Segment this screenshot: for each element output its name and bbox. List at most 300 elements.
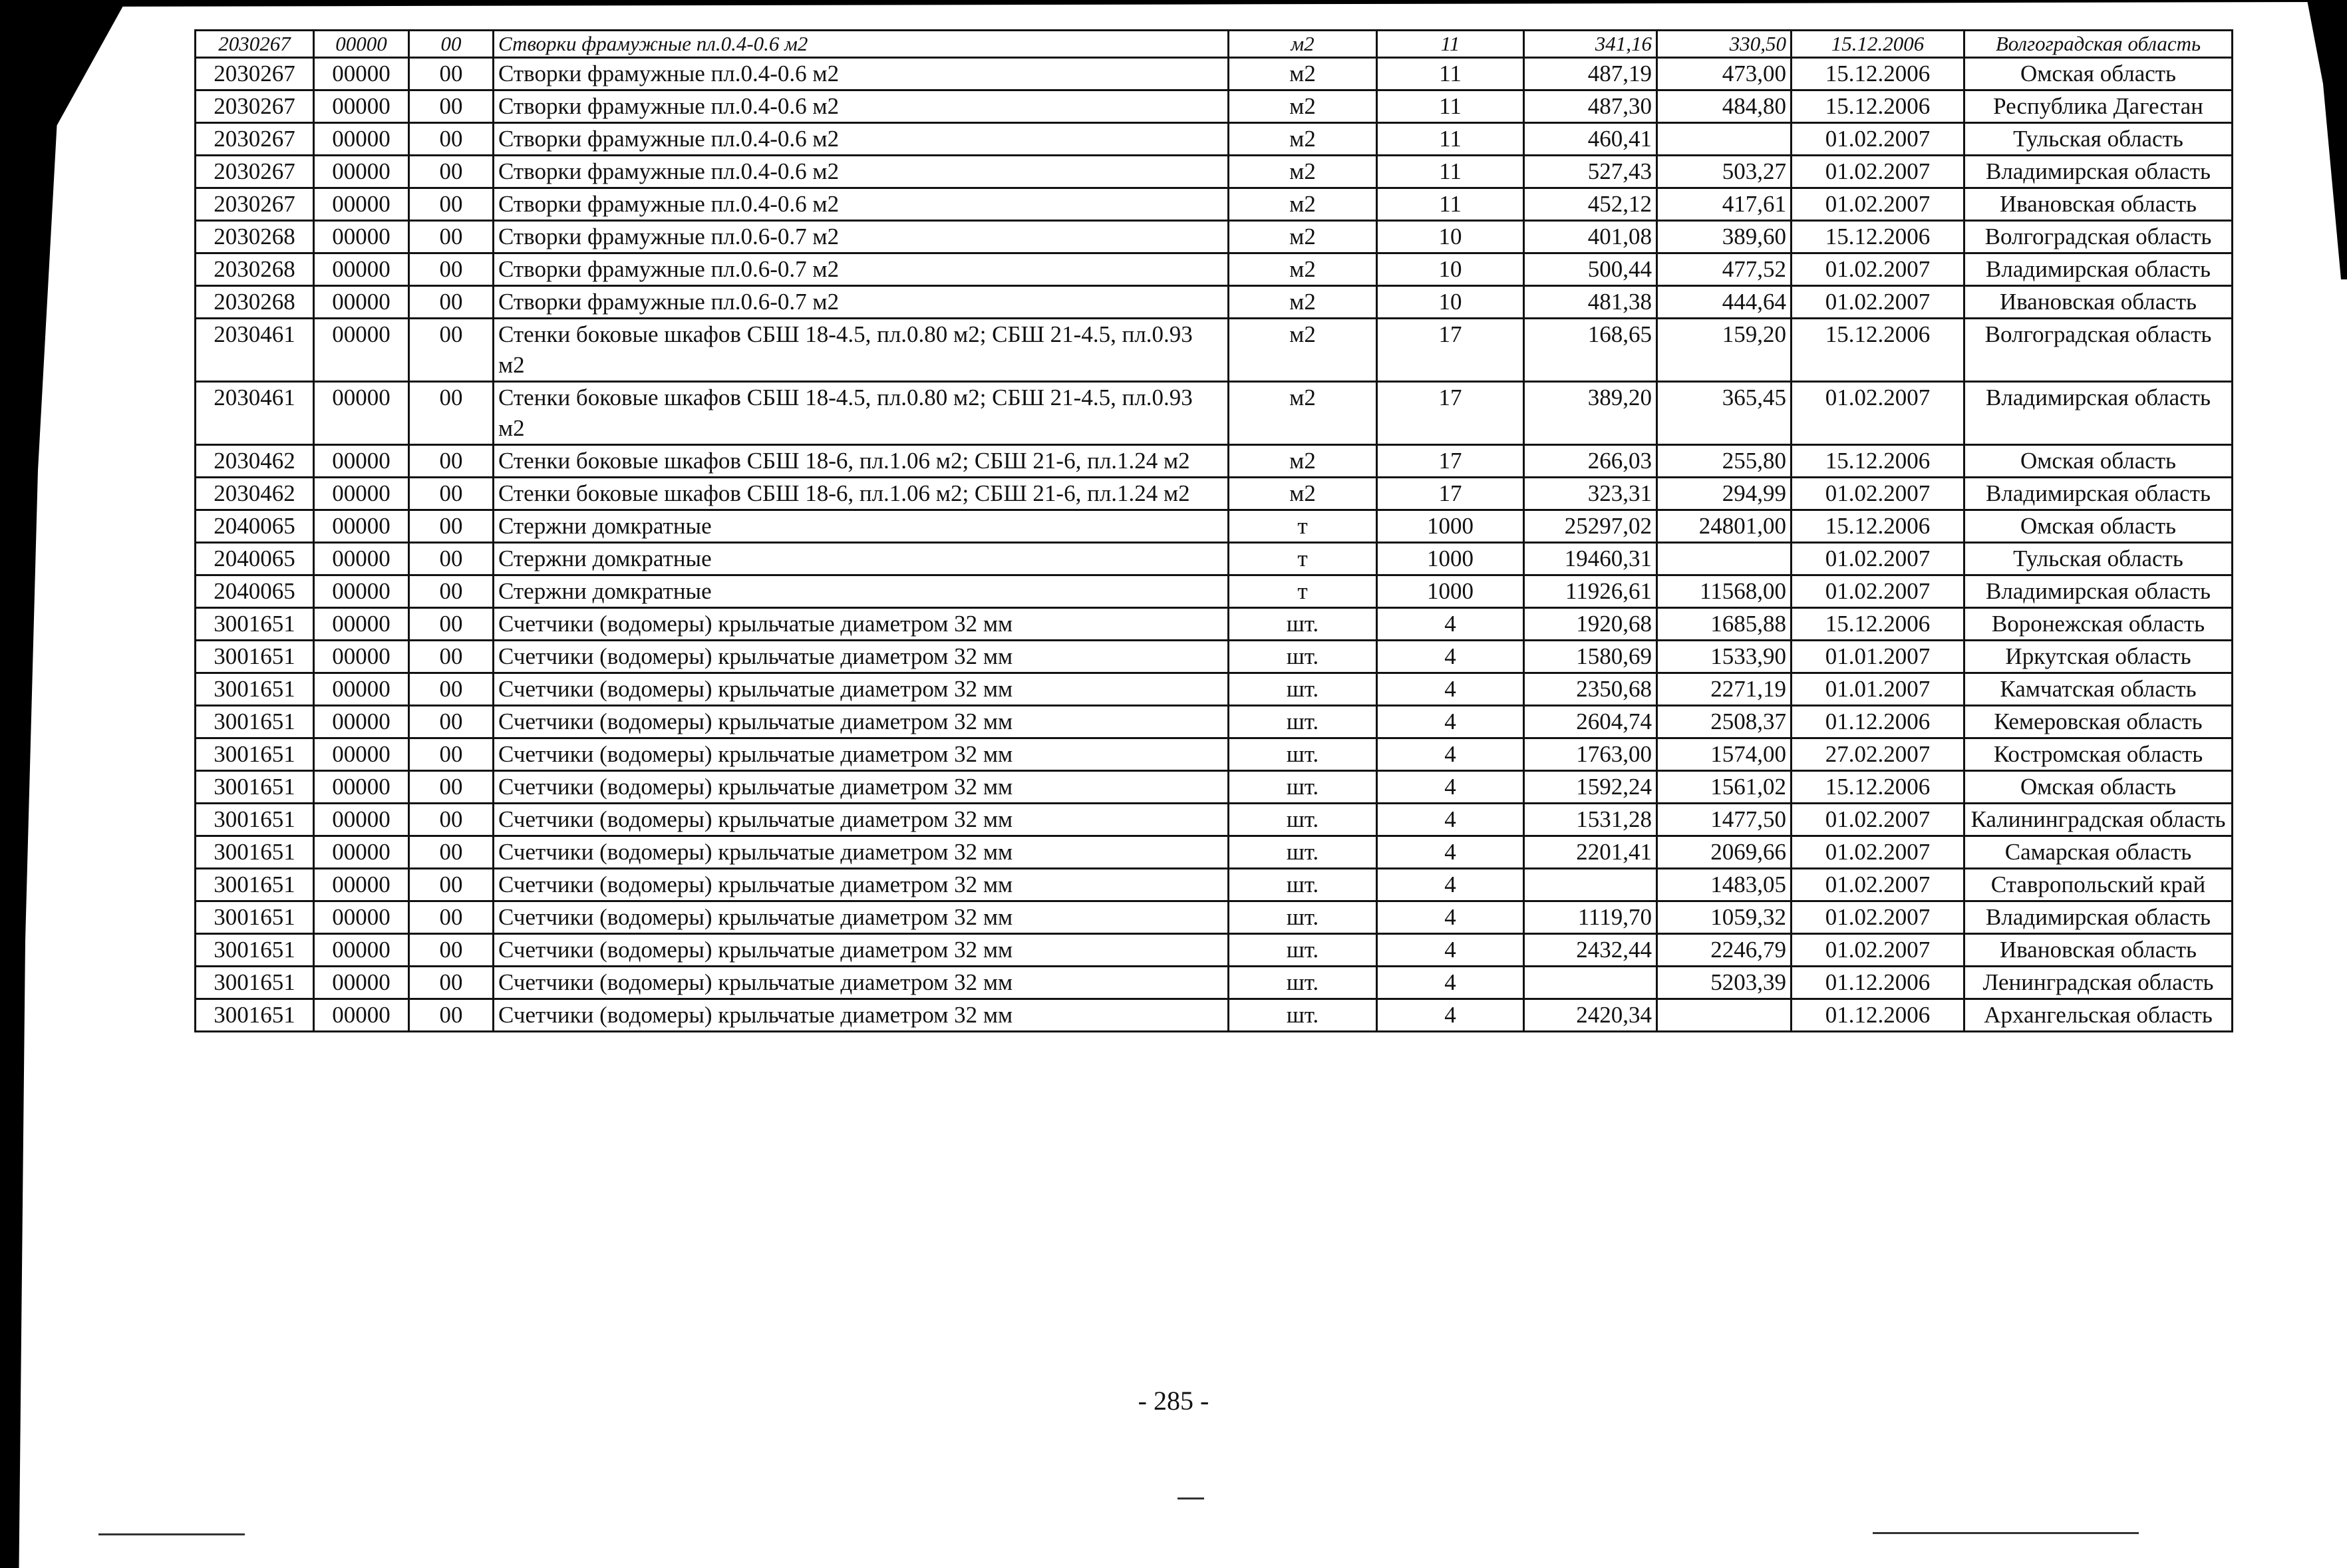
table-row xyxy=(196,286,2233,319)
cell-qty: 4 xyxy=(1377,738,1524,771)
cell-name: Счетчики (водомеры) крыльчатые диаметром 32 мм xyxy=(494,804,1229,836)
cell-region: Омская область xyxy=(1964,510,2233,543)
cell-sub2: 00 xyxy=(409,188,494,221)
cell-price1 xyxy=(1524,869,1657,901)
cell-sub1: 00000 xyxy=(314,771,409,804)
cell-qty: 1000 xyxy=(1377,575,1524,608)
cell-code: 2030268 xyxy=(196,253,314,286)
cell-price1: 19460,31 xyxy=(1524,543,1657,575)
cell-price1: 2420,34 xyxy=(1524,999,1657,1032)
cell-price2: 159,20 xyxy=(1657,319,1792,382)
cell-date: 01.01.2007 xyxy=(1792,641,1964,673)
cell-price1: 2432,44 xyxy=(1524,934,1657,967)
cell-date: 01.02.2007 xyxy=(1792,575,1964,608)
cell-price1: 2201,41 xyxy=(1524,836,1657,869)
table-row xyxy=(196,575,2233,608)
cell-unit: м2 xyxy=(1229,445,1377,478)
cell-price2: 294,99 xyxy=(1657,478,1792,510)
cell-unit: м2 xyxy=(1229,90,1377,123)
cell-name: Створки фрамужные пл.0.6-0.7 м2 xyxy=(494,286,1229,319)
table-row xyxy=(196,641,2233,673)
cell-qty: 4 xyxy=(1377,706,1524,738)
cell-sub2: 00 xyxy=(409,286,494,319)
cell-region: Владимирская область xyxy=(1964,478,2233,510)
cell-region: Калининградская область xyxy=(1964,804,2233,836)
cell-unit: м2 xyxy=(1229,286,1377,319)
cell-sub1: 00000 xyxy=(314,319,409,382)
cell-sub1: 00000 xyxy=(314,510,409,543)
cell-sub1: 00000 xyxy=(314,836,409,869)
cell-price2: 1477,50 xyxy=(1657,804,1792,836)
cell-qty: 11 xyxy=(1377,58,1524,90)
table-row xyxy=(196,188,2233,221)
price-table-body xyxy=(196,31,2233,1032)
cell-date: 01.02.2007 xyxy=(1792,478,1964,510)
cell-price2 xyxy=(1657,999,1792,1032)
cell-qty: 4 xyxy=(1377,804,1524,836)
cell-sub2: 00 xyxy=(409,31,494,58)
cell-name: Счетчики (водомеры) крыльчатые диаметром 32 мм xyxy=(494,608,1229,641)
cell-code: 3001651 xyxy=(196,673,314,706)
cell-price2: 473,00 xyxy=(1657,58,1792,90)
table-row xyxy=(196,901,2233,934)
cell-unit: м2 xyxy=(1229,382,1377,445)
cell-name: Стенки боковые шкафов СБШ 18-6, пл.1.06 м2; СБШ 21-6, пл.1.24 м2 xyxy=(494,478,1229,510)
cell-region: Владимирская область xyxy=(1964,156,2233,188)
cell-date: 01.12.2006 xyxy=(1792,999,1964,1032)
cell-date: 01.02.2007 xyxy=(1792,836,1964,869)
cell-price1: 389,20 xyxy=(1524,382,1657,445)
cell-sub2: 00 xyxy=(409,253,494,286)
cell-qty: 10 xyxy=(1377,286,1524,319)
cell-price1: 323,31 xyxy=(1524,478,1657,510)
cell-unit: м2 xyxy=(1229,58,1377,90)
cell-region: Волгоградская область xyxy=(1964,31,2233,58)
table-row xyxy=(196,123,2233,156)
cell-price2: 484,80 xyxy=(1657,90,1792,123)
cell-qty: 11 xyxy=(1377,90,1524,123)
cell-price2: 1561,02 xyxy=(1657,771,1792,804)
cell-price2: 477,52 xyxy=(1657,253,1792,286)
cell-price1 xyxy=(1524,967,1657,999)
cell-unit: шт. xyxy=(1229,836,1377,869)
cell-name: Счетчики (водомеры) крыльчатые диаметром 32 мм xyxy=(494,738,1229,771)
cell-name: Счетчики (водомеры) крыльчатые диаметром 32 мм xyxy=(494,641,1229,673)
cell-sub1: 00000 xyxy=(314,804,409,836)
cell-region: Иркутская область xyxy=(1964,641,2233,673)
cell-date: 15.12.2006 xyxy=(1792,90,1964,123)
cell-sub1: 00000 xyxy=(314,156,409,188)
cell-name: Стенки боковые шкафов СБШ 18-6, пл.1.06 м2; СБШ 21-6, пл.1.24 м2 xyxy=(494,445,1229,478)
cell-sub2: 00 xyxy=(409,934,494,967)
cell-sub2: 00 xyxy=(409,869,494,901)
cell-price2: 255,80 xyxy=(1657,445,1792,478)
cell-price1: 2604,74 xyxy=(1524,706,1657,738)
cell-code: 2030267 xyxy=(196,58,314,90)
cell-code: 2030267 xyxy=(196,123,314,156)
cell-sub1: 00000 xyxy=(314,286,409,319)
cell-code: 3001651 xyxy=(196,934,314,967)
cell-code: 3001651 xyxy=(196,869,314,901)
cell-name: Стенки боковые шкафов СБШ 18-4.5, пл.0.80 м2; СБШ 21-4.5, пл.0.93 м2 xyxy=(494,382,1229,445)
cell-sub1: 00000 xyxy=(314,445,409,478)
cell-date: 01.02.2007 xyxy=(1792,286,1964,319)
cell-price1: 1531,28 xyxy=(1524,804,1657,836)
cell-qty: 11 xyxy=(1377,31,1524,58)
cell-unit: т xyxy=(1229,575,1377,608)
cell-region: Владимирская область xyxy=(1964,901,2233,934)
cell-price1: 266,03 xyxy=(1524,445,1657,478)
cell-qty: 10 xyxy=(1377,221,1524,253)
cell-sub1: 00000 xyxy=(314,673,409,706)
cell-name: Створки фрамужные пл.0.4-0.6 м2 xyxy=(494,31,1229,58)
cell-date: 01.02.2007 xyxy=(1792,156,1964,188)
cell-region: Самарская область xyxy=(1964,836,2233,869)
cell-code: 3001651 xyxy=(196,901,314,934)
cell-price1: 341,16 xyxy=(1524,31,1657,58)
cell-qty: 4 xyxy=(1377,641,1524,673)
cell-sub2: 00 xyxy=(409,221,494,253)
cell-unit: м2 xyxy=(1229,156,1377,188)
cell-unit: м2 xyxy=(1229,478,1377,510)
cell-price1: 1580,69 xyxy=(1524,641,1657,673)
cell-sub1: 00000 xyxy=(314,123,409,156)
cell-qty: 1000 xyxy=(1377,510,1524,543)
cell-name: Счетчики (водомеры) крыльчатые диаметром 32 мм xyxy=(494,836,1229,869)
cell-sub2: 00 xyxy=(409,445,494,478)
cell-name: Счетчики (водомеры) крыльчатые диаметром 32 мм xyxy=(494,999,1229,1032)
cell-region: Воронежская область xyxy=(1964,608,2233,641)
cell-name: Счетчики (водомеры) крыльчатые диаметром 32 мм xyxy=(494,967,1229,999)
cell-date: 01.02.2007 xyxy=(1792,188,1964,221)
price-table xyxy=(194,29,2233,1032)
cell-region: Омская область xyxy=(1964,58,2233,90)
cell-sub2: 00 xyxy=(409,641,494,673)
cell-name: Счетчики (водомеры) крыльчатые диаметром 32 мм xyxy=(494,934,1229,967)
cell-qty: 11 xyxy=(1377,188,1524,221)
cell-code: 3001651 xyxy=(196,771,314,804)
cell-price1: 460,41 xyxy=(1524,123,1657,156)
cell-price2: 365,45 xyxy=(1657,382,1792,445)
cell-region: Костромская область xyxy=(1964,738,2233,771)
cell-price1: 1119,70 xyxy=(1524,901,1657,934)
cell-price2 xyxy=(1657,543,1792,575)
cell-sub2: 00 xyxy=(409,478,494,510)
cell-sub1: 00000 xyxy=(314,738,409,771)
cell-sub2: 00 xyxy=(409,771,494,804)
cell-sub2: 00 xyxy=(409,510,494,543)
cell-name: Счетчики (водомеры) крыльчатые диаметром 32 мм xyxy=(494,901,1229,934)
cell-price1: 500,44 xyxy=(1524,253,1657,286)
cell-date: 15.12.2006 xyxy=(1792,319,1964,382)
cell-price2: 1574,00 xyxy=(1657,738,1792,771)
cell-code: 3001651 xyxy=(196,967,314,999)
cell-qty: 4 xyxy=(1377,869,1524,901)
cell-region: Ленинградская область xyxy=(1964,967,2233,999)
cell-region: Владимирская область xyxy=(1964,575,2233,608)
cell-sub1: 00000 xyxy=(314,967,409,999)
table-row xyxy=(196,836,2233,869)
cell-date: 15.12.2006 xyxy=(1792,31,1964,58)
cell-price2: 417,61 xyxy=(1657,188,1792,221)
cell-code: 2030267 xyxy=(196,90,314,123)
cell-name: Створки фрамужные пл.0.4-0.6 м2 xyxy=(494,123,1229,156)
cell-price1: 168,65 xyxy=(1524,319,1657,382)
table-row xyxy=(196,738,2233,771)
cell-price2: 24801,00 xyxy=(1657,510,1792,543)
cell-name: Стержни домкратные xyxy=(494,510,1229,543)
cell-region: Ивановская область xyxy=(1964,188,2233,221)
cell-price1: 2350,68 xyxy=(1524,673,1657,706)
cell-sub2: 00 xyxy=(409,58,494,90)
cell-date: 01.02.2007 xyxy=(1792,123,1964,156)
table-row xyxy=(196,999,2233,1032)
cell-price2: 389,60 xyxy=(1657,221,1792,253)
cell-price1: 11926,61 xyxy=(1524,575,1657,608)
cell-qty: 10 xyxy=(1377,253,1524,286)
cell-sub2: 00 xyxy=(409,738,494,771)
cell-unit: шт. xyxy=(1229,673,1377,706)
cell-name: Счетчики (водомеры) крыльчатые диаметром 32 мм xyxy=(494,869,1229,901)
cell-price1: 527,43 xyxy=(1524,156,1657,188)
cell-code: 3001651 xyxy=(196,804,314,836)
cell-date: 15.12.2006 xyxy=(1792,510,1964,543)
cell-sub2: 00 xyxy=(409,836,494,869)
cell-region: Республика Дагестан xyxy=(1964,90,2233,123)
cell-region: Ставропольский край xyxy=(1964,869,2233,901)
cell-region: Владимирская область xyxy=(1964,253,2233,286)
scan-line xyxy=(1873,1532,2139,1534)
cell-region: Кемеровская область xyxy=(1964,706,2233,738)
cell-price2: 2271,19 xyxy=(1657,673,1792,706)
cell-code: 3001651 xyxy=(196,706,314,738)
table-row xyxy=(196,253,2233,286)
cell-region: Ивановская область xyxy=(1964,286,2233,319)
cell-name: Створки фрамужные пл.0.4-0.6 м2 xyxy=(494,156,1229,188)
cell-sub1: 00000 xyxy=(314,90,409,123)
table-row xyxy=(196,319,2233,382)
cell-date: 01.02.2007 xyxy=(1792,253,1964,286)
cell-unit: шт. xyxy=(1229,967,1377,999)
cell-region: Омская область xyxy=(1964,771,2233,804)
cell-date: 27.02.2007 xyxy=(1792,738,1964,771)
cell-name: Створки фрамужные пл.0.6-0.7 м2 xyxy=(494,221,1229,253)
cell-sub2: 00 xyxy=(409,967,494,999)
table-row xyxy=(196,221,2233,253)
cell-price1: 481,38 xyxy=(1524,286,1657,319)
table-row xyxy=(196,543,2233,575)
cell-name: Счетчики (водомеры) крыльчатые диаметром 32 мм xyxy=(494,771,1229,804)
cell-region: Тульская область xyxy=(1964,123,2233,156)
cell-region: Волгоградская область xyxy=(1964,221,2233,253)
cell-qty: 17 xyxy=(1377,478,1524,510)
cell-name: Створки фрамужные пл.0.4-0.6 м2 xyxy=(494,188,1229,221)
cell-unit: т xyxy=(1229,543,1377,575)
cell-name: Стержни домкратные xyxy=(494,575,1229,608)
page-number: - 285 - xyxy=(1138,1386,1209,1416)
table-row xyxy=(196,58,2233,90)
table-row xyxy=(196,478,2233,510)
cell-qty: 11 xyxy=(1377,156,1524,188)
cell-price1: 487,19 xyxy=(1524,58,1657,90)
cell-price1: 1592,24 xyxy=(1524,771,1657,804)
cell-sub2: 00 xyxy=(409,673,494,706)
cell-region: Волгоградская область xyxy=(1964,319,2233,382)
cell-sub1: 00000 xyxy=(314,188,409,221)
cell-price1: 487,30 xyxy=(1524,90,1657,123)
cell-sub1: 00000 xyxy=(314,706,409,738)
cell-qty: 17 xyxy=(1377,382,1524,445)
cell-price2: 1533,90 xyxy=(1657,641,1792,673)
cell-unit: шт. xyxy=(1229,641,1377,673)
cell-name: Стержни домкратные xyxy=(494,543,1229,575)
cell-unit: м2 xyxy=(1229,221,1377,253)
cell-sub1: 00000 xyxy=(314,934,409,967)
cell-sub1: 00000 xyxy=(314,608,409,641)
cell-qty: 4 xyxy=(1377,673,1524,706)
cell-unit: шт. xyxy=(1229,999,1377,1032)
cell-unit: м2 xyxy=(1229,253,1377,286)
cell-sub1: 00000 xyxy=(314,58,409,90)
cell-price2: 1059,32 xyxy=(1657,901,1792,934)
cell-sub1: 00000 xyxy=(314,869,409,901)
table-row xyxy=(196,510,2233,543)
cell-sub2: 00 xyxy=(409,999,494,1032)
cell-unit: т xyxy=(1229,510,1377,543)
cell-date: 01.02.2007 xyxy=(1792,382,1964,445)
cell-unit: м2 xyxy=(1229,188,1377,221)
cell-sub1: 00000 xyxy=(314,253,409,286)
cell-date: 01.02.2007 xyxy=(1792,804,1964,836)
table-row xyxy=(196,156,2233,188)
price-table-container xyxy=(194,29,2231,1032)
cell-region: Тульская область xyxy=(1964,543,2233,575)
cell-sub2: 00 xyxy=(409,123,494,156)
cell-sub2: 00 xyxy=(409,706,494,738)
cell-sub1: 00000 xyxy=(314,641,409,673)
table-row xyxy=(196,771,2233,804)
cell-name: Счетчики (водомеры) крыльчатые диаметром 32 мм xyxy=(494,673,1229,706)
cell-code: 2030267 xyxy=(196,156,314,188)
cell-qty: 4 xyxy=(1377,836,1524,869)
table-row xyxy=(196,869,2233,901)
cell-date: 15.12.2006 xyxy=(1792,445,1964,478)
cell-qty: 11 xyxy=(1377,123,1524,156)
cell-unit: шт. xyxy=(1229,804,1377,836)
cell-sub2: 00 xyxy=(409,319,494,382)
table-row xyxy=(196,934,2233,967)
cell-date: 15.12.2006 xyxy=(1792,771,1964,804)
cell-price2: 2069,66 xyxy=(1657,836,1792,869)
scan-edge-top xyxy=(80,0,2328,7)
cell-qty: 4 xyxy=(1377,967,1524,999)
cell-price1: 452,12 xyxy=(1524,188,1657,221)
cell-price2: 11568,00 xyxy=(1657,575,1792,608)
cell-code: 2030462 xyxy=(196,445,314,478)
cell-sub2: 00 xyxy=(409,90,494,123)
cell-code: 2030268 xyxy=(196,221,314,253)
cell-sub1: 00000 xyxy=(314,478,409,510)
cell-code: 2040065 xyxy=(196,543,314,575)
cell-sub2: 00 xyxy=(409,804,494,836)
cell-unit: м2 xyxy=(1229,31,1377,58)
table-row xyxy=(196,445,2233,478)
cell-date: 01.02.2007 xyxy=(1792,869,1964,901)
cell-price2: 1483,05 xyxy=(1657,869,1792,901)
scan-edge-left xyxy=(0,0,126,1568)
cell-region: Камчатская область xyxy=(1964,673,2233,706)
cell-qty: 4 xyxy=(1377,934,1524,967)
cell-code: 2040065 xyxy=(196,575,314,608)
cell-code: 2030461 xyxy=(196,382,314,445)
cell-date: 01.12.2006 xyxy=(1792,706,1964,738)
cell-code: 3001651 xyxy=(196,738,314,771)
cell-unit: шт. xyxy=(1229,706,1377,738)
cell-unit: шт. xyxy=(1229,934,1377,967)
cell-sub1: 00000 xyxy=(314,31,409,58)
cell-date: 01.02.2007 xyxy=(1792,543,1964,575)
cell-date: 15.12.2006 xyxy=(1792,221,1964,253)
cell-unit: м2 xyxy=(1229,123,1377,156)
cell-qty: 17 xyxy=(1377,319,1524,382)
cell-qty: 4 xyxy=(1377,608,1524,641)
cell-sub2: 00 xyxy=(409,156,494,188)
cell-sub1: 00000 xyxy=(314,999,409,1032)
table-row xyxy=(196,804,2233,836)
cell-qty: 17 xyxy=(1377,445,1524,478)
cell-price2: 2246,79 xyxy=(1657,934,1792,967)
table-row xyxy=(196,90,2233,123)
cell-region: Владимирская область xyxy=(1964,382,2233,445)
cell-code: 3001651 xyxy=(196,608,314,641)
scan-edge-right xyxy=(2307,0,2347,279)
cell-qty: 4 xyxy=(1377,999,1524,1032)
cell-price1: 1920,68 xyxy=(1524,608,1657,641)
cell-qty: 1000 xyxy=(1377,543,1524,575)
cell-price2: 444,64 xyxy=(1657,286,1792,319)
cell-price2: 503,27 xyxy=(1657,156,1792,188)
cell-code: 2030268 xyxy=(196,286,314,319)
cell-code: 3001651 xyxy=(196,836,314,869)
cell-sub2: 00 xyxy=(409,382,494,445)
cell-price2: 330,50 xyxy=(1657,31,1792,58)
cell-sub2: 00 xyxy=(409,575,494,608)
cell-unit: шт. xyxy=(1229,608,1377,641)
cell-date: 01.02.2007 xyxy=(1792,901,1964,934)
table-row xyxy=(196,382,2233,445)
cell-name: Створки фрамужные пл.0.4-0.6 м2 xyxy=(494,58,1229,90)
table-row xyxy=(196,608,2233,641)
cell-qty: 4 xyxy=(1377,901,1524,934)
cell-price2: 2508,37 xyxy=(1657,706,1792,738)
cell-unit: шт. xyxy=(1229,771,1377,804)
cell-code: 3001651 xyxy=(196,641,314,673)
cell-sub1: 00000 xyxy=(314,901,409,934)
cell-date: 01.12.2006 xyxy=(1792,967,1964,999)
cell-region: Ивановская область xyxy=(1964,934,2233,967)
cell-sub1: 00000 xyxy=(314,575,409,608)
cell-code: 2030461 xyxy=(196,319,314,382)
cell-unit: шт. xyxy=(1229,738,1377,771)
table-row xyxy=(196,967,2233,999)
cell-price1: 401,08 xyxy=(1524,221,1657,253)
scan-line xyxy=(1177,1497,1204,1499)
cell-name: Стенки боковые шкафов СБШ 18-4.5, пл.0.80 м2; СБШ 21-4.5, пл.0.93 м2 xyxy=(494,319,1229,382)
table-row xyxy=(196,31,2233,58)
cell-code: 2030462 xyxy=(196,478,314,510)
cell-price2: 1685,88 xyxy=(1657,608,1792,641)
cell-price2 xyxy=(1657,123,1792,156)
